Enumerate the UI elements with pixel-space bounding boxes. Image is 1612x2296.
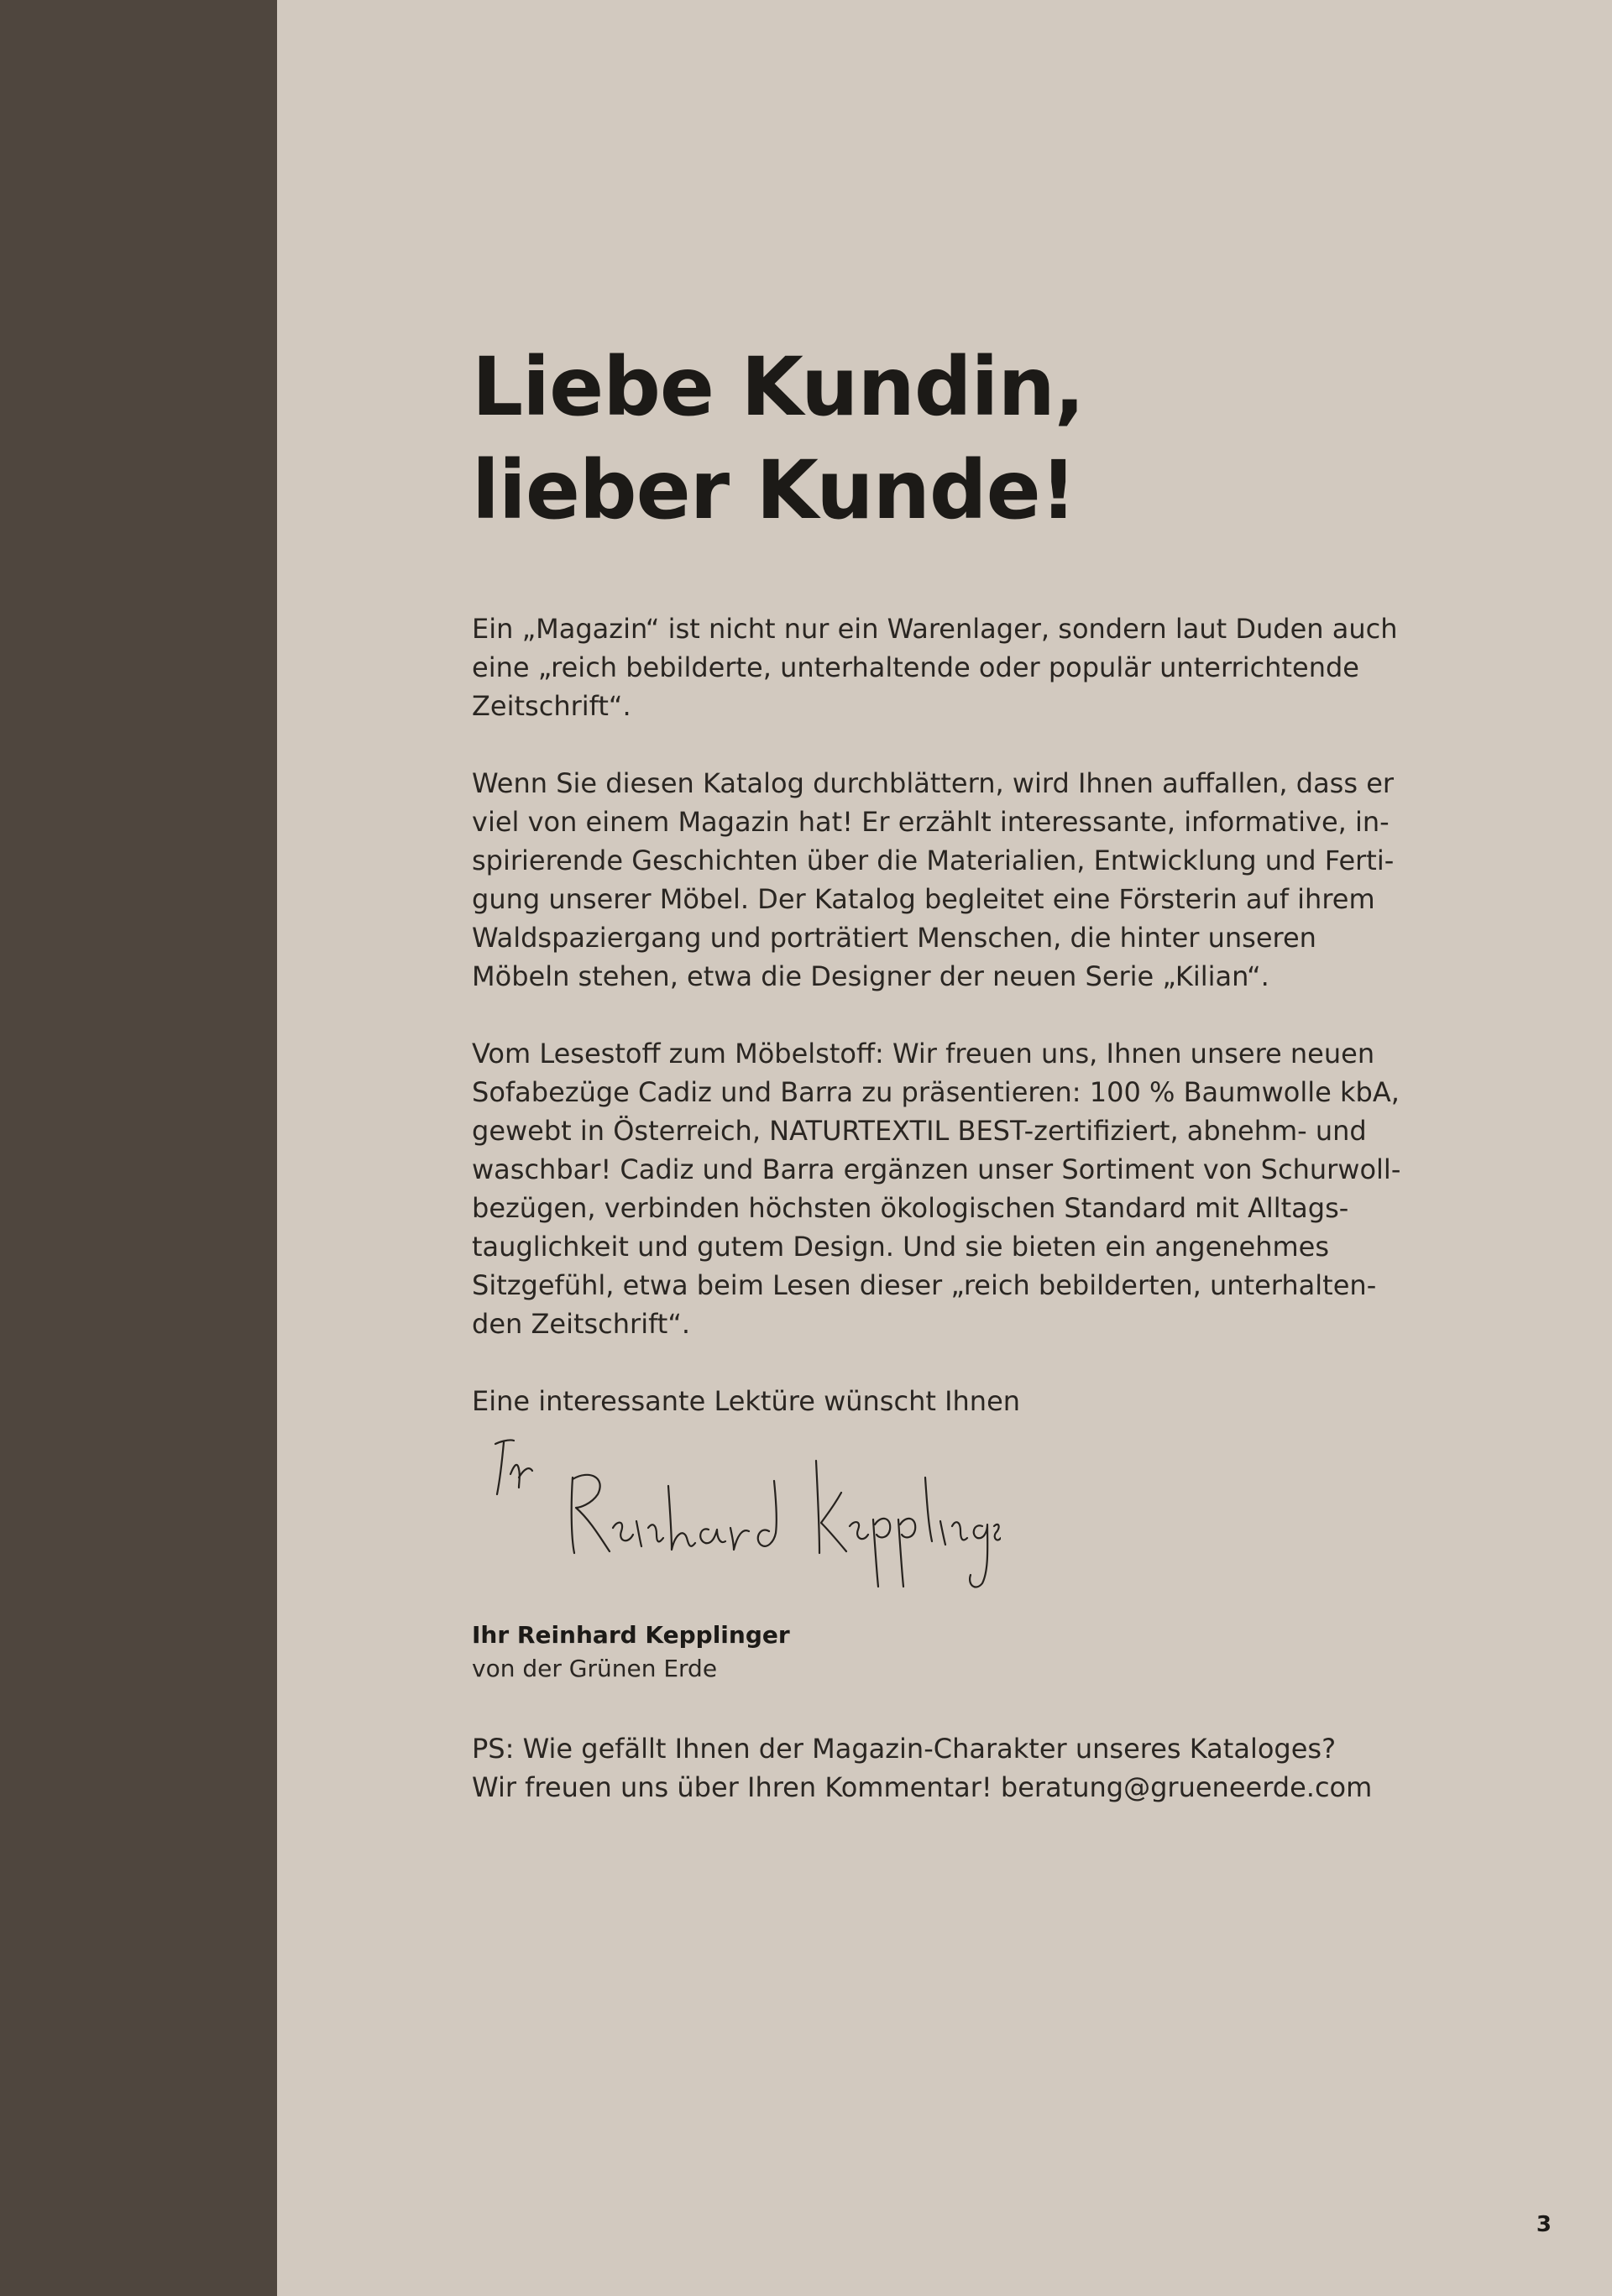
text-line: Sitzgefühl, etwa beim Lesen dieser „reich bebilderten, unterhalten- xyxy=(472,1269,1377,1301)
text-line: Sofabezüge Cadiz und Barra zu präsentieren: 100 % Baumwolle kbA, xyxy=(472,1076,1400,1108)
paragraph-fabrics xyxy=(472,1034,1446,1343)
signer-block xyxy=(472,1619,1446,1686)
headline-line-2: lieber Kunde! xyxy=(472,443,1076,537)
postscript-line-2: Wir freuen uns über Ihren Kommentar! beratung@grueneerde.com xyxy=(472,1771,1373,1803)
text-line: Wenn Sie diesen Katalog durchblättern, wird Ihnen auffallen, dass er xyxy=(472,767,1395,799)
text-line: gung unserer Möbel. Der Katalog begleitet eine Försterin auf ihrem xyxy=(472,883,1375,915)
letter-content xyxy=(472,336,1446,1807)
page-number: 3 xyxy=(1536,2212,1552,2237)
paragraph-catalog xyxy=(472,764,1446,996)
handwritten-signature xyxy=(480,1427,1001,1595)
text-line: waschbar! Cadiz und Barra ergänzen unser Sortiment von Schurwoll- xyxy=(472,1153,1401,1185)
paragraph-closing xyxy=(472,1382,1446,1420)
text-line: den Zeitschrift“. xyxy=(472,1308,691,1340)
postscript-line-1: PS: Wie gefällt Ihnen der Magazin-Charakter unseres Kataloges? xyxy=(472,1733,1337,1765)
text-line: Waldspaziergang und porträtiert Menschen, die hinter unseren xyxy=(472,922,1316,954)
text-line: bezügen, verbinden höchsten ökologischen Standard mit Alltags- xyxy=(472,1192,1349,1224)
page-title xyxy=(472,336,1446,542)
side-color-bar xyxy=(0,0,277,2296)
text-line: Möbeln stehen, etwa die Designer der neuen Serie „Kilian“. xyxy=(472,960,1269,992)
text-line: spirierende Geschichten über die Materialien, Entwicklung und Ferti- xyxy=(472,845,1395,876)
paragraph-intro xyxy=(472,609,1446,725)
letter-body xyxy=(472,609,1446,1420)
headline-line-1: Liebe Kundin, xyxy=(472,340,1085,434)
text-line: Vom Lesestoff zum Möbelstoff: Wir freuen uns, Ihnen unsere neuen xyxy=(472,1038,1375,1070)
text-line: eine „reich bebilderte, unterhaltende oder populär unterrichtende xyxy=(472,651,1359,683)
text-line: Eine interessante Lektüre wünscht Ihnen xyxy=(472,1385,1021,1417)
text-line: Ein „Magazin“ ist nicht nur ein Warenlager, sondern laut Duden auch xyxy=(472,613,1398,645)
text-line: viel von einem Magazin hat! Er erzählt interessante, informative, in- xyxy=(472,806,1390,838)
signer-organization: von der Grünen Erde xyxy=(472,1655,718,1682)
postscript xyxy=(472,1729,1446,1807)
text-line: Zeitschrift“. xyxy=(472,690,631,722)
text-line: tauglichkeit und gutem Design. Und sie bieten ein angenehmes xyxy=(472,1231,1330,1263)
text-line: gewebt in Österreich, NATURTEXTIL BEST-zertifiziert, abnehm- und xyxy=(472,1115,1367,1147)
signer-name: Ihr Reinhard Kepplinger xyxy=(472,1621,790,1649)
